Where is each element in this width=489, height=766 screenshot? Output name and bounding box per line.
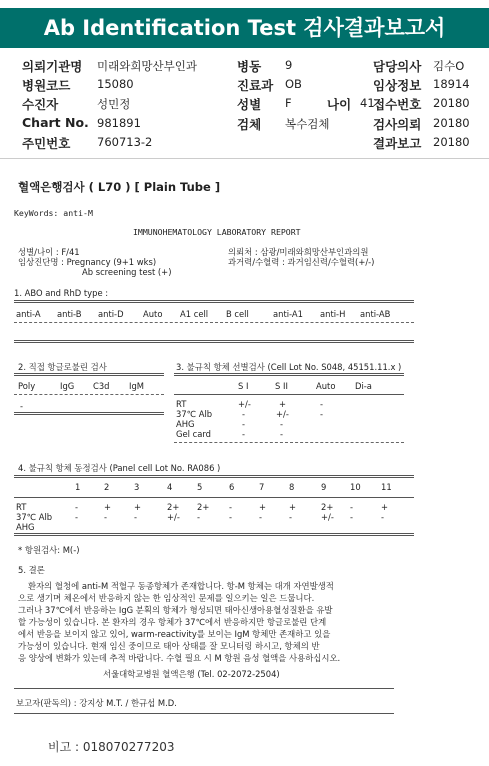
dat-value-poly: - (20, 401, 24, 411)
panel-result-cell: - (289, 512, 293, 522)
value-report-date: 20180 (433, 135, 470, 149)
value-request-date: 20180 (433, 116, 470, 130)
panel-cell-number: 7 (259, 482, 265, 492)
conclusion-line: 으로 생기며 체온에서 반응하지 않는 한 임상적인 문제를 일으키는 일은 드뭅니다. (18, 593, 315, 603)
panel-result-cell: - (229, 512, 233, 522)
abo-col: anti-D (98, 309, 124, 319)
conclusion-line: 가능성이 있습니다. 현재 임신 중이므로 태아 상태를 잘 모니터링 하시고, 항체의 반 (18, 641, 320, 651)
abo-col: anti-AB (360, 309, 391, 319)
screen-col: S II (275, 381, 288, 391)
value-hospital-code: 15080 (97, 77, 134, 91)
screen-col: Auto (316, 381, 336, 391)
label-report-date: 결과보고 (373, 136, 422, 151)
screen-cell: +/- (276, 409, 289, 419)
report-banner-title: Ab Identification Test 검사결과보고서 (0, 8, 489, 48)
panel-cell-number: 1 (75, 482, 81, 492)
value-age: 41 (360, 96, 375, 110)
label-specimen: 검체 (237, 117, 262, 132)
screen-cell: - (320, 409, 324, 419)
screen-col: Di-a (355, 381, 372, 391)
abo-col: A1 cell (180, 309, 209, 319)
label-ward: 병동 (237, 59, 262, 74)
abo-rule-mid (14, 322, 414, 323)
label-chart-no: Chart No. (22, 115, 89, 130)
screen-rule-mid (174, 394, 404, 395)
abo-col: B cell (226, 309, 249, 319)
label-hospital-code: 병원코드 (22, 78, 71, 93)
panel-result-cell: - (350, 502, 354, 512)
test-title: 혈액은행검사 ( L70 ) [ Plain Tube ] (18, 180, 221, 194)
label-clinical-info: 임상정보 (373, 78, 422, 93)
conclusion-line: 그러나 37℃에서 반응하는 IgG 분획의 항체가 형성되면 태아신생아용혈성질환을 유발 (18, 605, 333, 615)
screen-heading: 3. 불규칙 항체 선별검사 (Cell Lot No. S048, 45151.11.x ) (176, 362, 402, 372)
screen-rule-bottom (174, 442, 404, 443)
panel-result-cell: +/- (167, 512, 180, 522)
panel-antigen-result: * 항원검사: M(-) (18, 545, 80, 555)
abo-col: anti-B (57, 309, 82, 319)
screen-cell: - (242, 409, 246, 419)
panel-result-cell: - (259, 512, 263, 522)
abo-rule-top (14, 300, 414, 303)
label-doctor: 담당의사 (373, 59, 422, 74)
screen-cell: - (320, 399, 324, 409)
dat-col: IgG (60, 381, 75, 391)
patient-diagnosis-2: Ab screening test (+) (82, 267, 172, 277)
label-patient: 수진자 (22, 97, 59, 112)
screen-cell: - (280, 419, 284, 429)
dat-col: Poly (18, 381, 36, 391)
panel-result-cell: - (350, 512, 354, 522)
dat-heading: 2. 직접 항글로불린 검사 (18, 362, 107, 372)
panel-result-cell: - (197, 512, 201, 522)
patient-requester: 의뢰처 : 삼광/미래와희망산부인과의원 (228, 247, 369, 257)
conclusion-line: 에서 반응을 보이지 않고 있어, warm-reactivity를 보이는 IgM 항체만 존재하고 있을 (18, 629, 331, 639)
value-patient: 성민정 (97, 97, 131, 111)
abo-heading: 1. ABO and RhD type : (14, 288, 109, 298)
value-specimen: 복수검체 (285, 117, 330, 131)
value-doctor: 김수O (433, 59, 465, 73)
value-chart-no: 981891 (97, 116, 141, 130)
header-divider (0, 158, 489, 159)
conclusion-line: 응 양상에 변화가 있는데 추적 바랍니다. 수혈 필요 시 M 항원 음성 혈액을 사용하십시오. (18, 653, 341, 663)
panel-cell-number: 8 (289, 482, 295, 492)
abo-col: anti-A (16, 309, 41, 319)
panel-result-cell: 2+ (197, 502, 210, 512)
panel-phase: RT (16, 502, 27, 512)
conclusion-line: 환자의 혈청에 anti-M 적혈구 동종항체가 존재합니다. 항-M 항체는 대개 자연발생적 (28, 581, 334, 591)
screen-cell: + (279, 399, 287, 409)
panel-result-cell: - (134, 512, 138, 522)
label-hospital: 의뢰기관명 (22, 59, 83, 74)
conclusion-line: 할 가능성이 있습니다. 본 환자의 경우 항체가 37℃에서 반응하지만 항글로불린 단계 (18, 617, 327, 627)
label-resident-no: 주민번호 (22, 136, 71, 151)
dat-rule-bottom (14, 412, 164, 415)
reporter-rule-bottom (14, 713, 394, 714)
screen-col: S I (238, 381, 249, 391)
patient-diagnosis: 임상진단명 : Pregnancy (9+1 wks) (18, 257, 157, 267)
panel-rule-bottom (14, 533, 414, 536)
patient-history: 과거력/수혈력 : 과거임신력/수혈력(+/-) (228, 257, 375, 267)
screen-cell: - (242, 429, 246, 439)
panel-result-cell: + (104, 502, 112, 512)
panel-cell-number: 6 (229, 482, 235, 492)
remarks: 비고 : 018070277203 (48, 740, 175, 754)
panel-phase: 37℃ Alb (16, 512, 53, 522)
screen-phase: 37℃ Alb (176, 409, 213, 419)
screen-phase: Gel card (176, 429, 211, 439)
abo-col: anti-A1 (273, 309, 303, 319)
panel-result-cell: - (229, 502, 233, 512)
value-sex: F (285, 96, 292, 110)
screen-cell: +/- (238, 399, 251, 409)
screen-phase: AHG (176, 419, 195, 429)
dat-rule-mid (14, 394, 164, 395)
dat-rule-top (14, 373, 164, 376)
panel-result-cell: - (75, 512, 79, 522)
report-title: IMMUNOHEMATOLOGY LABORATORY REPORT (133, 227, 301, 237)
panel-result-cell: +/- (321, 512, 334, 522)
panel-cell-number: 5 (197, 482, 203, 492)
panel-result-cell: - (104, 512, 108, 522)
panel-result-cell: + (289, 502, 297, 512)
panel-result-cell: - (381, 512, 385, 522)
panel-cell-number: 3 (134, 482, 140, 492)
conclusion-heading: 5. 결론 (18, 565, 45, 575)
reporter-rule-top (14, 688, 394, 689)
label-department: 진료과 (237, 78, 274, 93)
patient-sex-age: 성별/나이 : F/41 (18, 247, 80, 257)
label-sex: 성별 (237, 97, 262, 112)
keywords: KeyWords: anti-M (14, 208, 93, 218)
panel-cell-number: 2 (104, 482, 110, 492)
abo-col: anti-H (320, 309, 346, 319)
panel-phase: AHG (16, 522, 35, 532)
value-department: OB (285, 77, 302, 91)
value-receipt-no: 20180 (433, 96, 470, 110)
abo-rule-bottom (14, 340, 414, 343)
value-resident-no: 760713-2 (97, 135, 153, 149)
panel-cell-number: 10 (350, 482, 361, 492)
label-request-date: 검사의뢰 (373, 117, 422, 132)
panel-result-cell: 2+ (167, 502, 180, 512)
panel-cell-number: 9 (321, 482, 327, 492)
panel-cell-number: 11 (381, 482, 392, 492)
screen-rule-top (174, 373, 404, 376)
label-age: 나이 (327, 97, 352, 112)
abo-col: Auto (143, 309, 163, 319)
screen-cell: - (280, 429, 284, 439)
value-ward: 9 (285, 58, 293, 72)
blood-bank-contact: 서울대학교병원 혈액은행 (Tel. 02-2072-2504) (103, 669, 280, 679)
panel-heading: 4. 불규칙 항체 동정검사 (Panel cell Lot No. RA086 ) (18, 463, 221, 473)
dat-col: IgM (129, 381, 145, 391)
panel-result-cell: + (381, 502, 389, 512)
reporter: 보고자(판독의) : 강지상 M.T. / 한규섭 M.D. (16, 698, 177, 708)
panel-cell-number: 4 (167, 482, 173, 492)
screen-phase: RT (176, 399, 187, 409)
panel-result-cell: - (75, 502, 79, 512)
value-clinical-info: 18914 (433, 77, 470, 91)
value-hospital: 미래와희망산부인과 (97, 59, 197, 73)
panel-rule-mid (14, 497, 414, 498)
panel-result-cell: 2+ (321, 502, 334, 512)
panel-result-cell: + (259, 502, 267, 512)
panel-rule-top (14, 475, 414, 478)
screen-cell: - (242, 419, 246, 429)
panel-result-cell: + (134, 502, 142, 512)
label-receipt-no: 접수번호 (373, 97, 422, 112)
dat-col: C3d (93, 381, 110, 391)
